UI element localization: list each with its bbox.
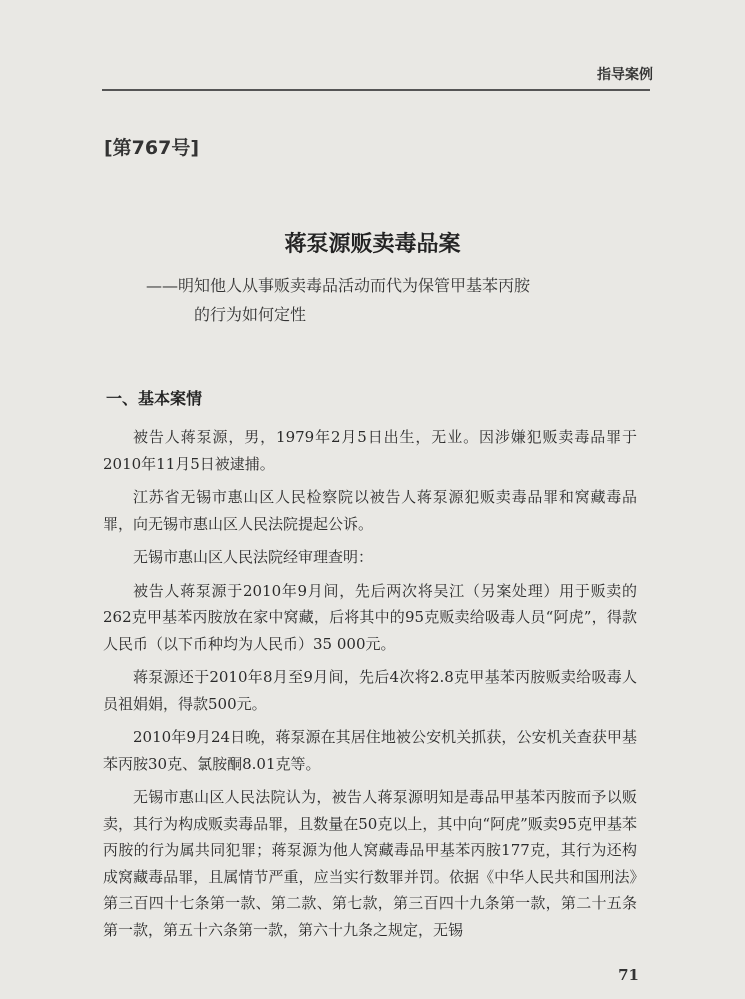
paragraph: 被告人蒋泵源，男，1979年2月5日出生，无业。因涉嫌犯贩卖毒品罪于2010年11月5日被逮捕。	[103, 428, 637, 473]
subtitle-line-2: 的行为如何定性	[194, 305, 307, 324]
page-number: 71	[618, 966, 639, 984]
body-text	[103, 424, 637, 950]
header-rule	[102, 89, 650, 91]
paragraph: 无锡市惠山区人民法院经审理查明：	[133, 548, 374, 566]
paragraph: 江苏省无锡市惠山区人民检察院以被告人蒋泵源犯贩卖毒品罪和窝藏毒品罪，向无锡市惠山区人民法院提起公诉。	[103, 488, 637, 533]
section-heading: 一、基本案情	[106, 389, 203, 408]
subtitle-line-1: ——明知他人从事贩卖毒品活动而代为保管甲基苯丙胺	[146, 276, 531, 295]
case-subtitle	[146, 271, 530, 329]
paragraph: 2010年9月24日晚，蒋泵源在其居住地被公安机关抓获，公安机关查获甲基苯丙胺30克、氯胺酮8.01克等。	[103, 728, 637, 773]
paragraph: 无锡市惠山区人民法院认为，被告人蒋泵源明知是毒品甲基苯丙胺而予以贩卖，其行为构成贩卖毒品罪，且数量在50克以上，其中向“阿虎”贩卖95克甲基苯丙胺的行为属共同犯罪；蒋泵源为他人窝藏毒品甲基苯丙胺177克，其行为还构成窝藏毒品罪，且属情节严重，应当实行数罪并罚。依据《中华人民共和国刑法》第三百四十七条第一款、第二款、第七款，第三百四十九条第一款，第二十五条第一款，第五十六条第一款，第六十九条之规定，无锡	[103, 788, 637, 939]
paragraph: 被告人蒋泵源于2010年9月间，先后两次将吴江（另案处理）用于贩卖的262克甲基苯丙胺放在家中窝藏，后将其中的95克贩卖给吸毒人员“阿虎”，得款人民币（以下币种均为人民币）35 000元。	[103, 581, 637, 653]
running-header: 指导案例	[597, 67, 653, 83]
case-title: 蒋泵源贩卖毒品案	[284, 231, 461, 257]
paragraph: 蒋泵源还于2010年8月至9月间，先后4次将2.8克甲基苯丙胺贩卖给吸毒人员祖娟娟，得款500元。	[103, 668, 637, 713]
case-number: [第767号]	[104, 137, 200, 159]
